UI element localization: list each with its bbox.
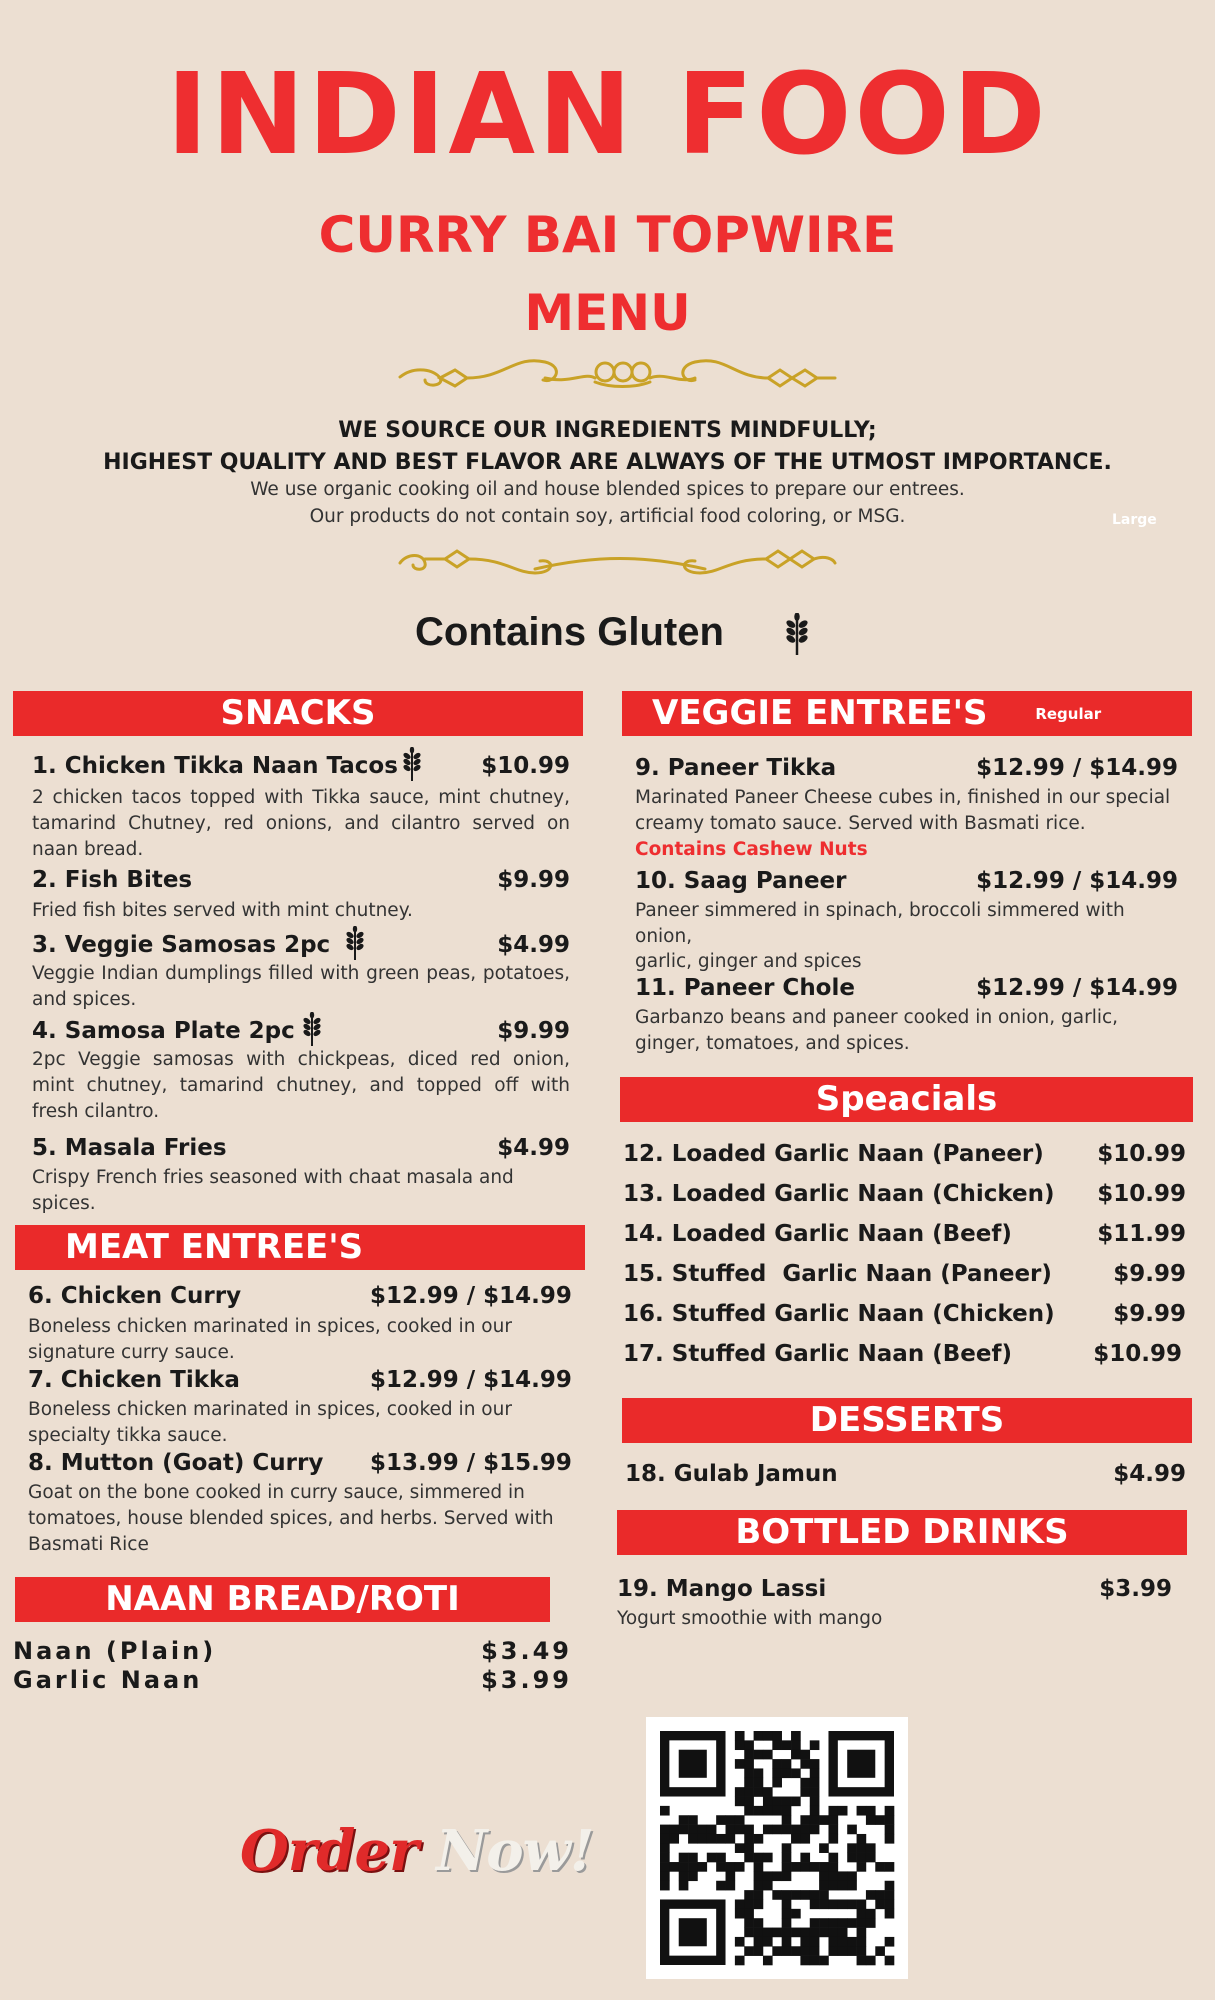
restaurant-title: INDIAN FOOD — [166, 50, 1049, 180]
qr-code-icon[interactable] — [646, 1717, 908, 1979]
gold-flourish-top — [395, 350, 840, 400]
menu-item-description: Boneless chicken marinated in spices, cooked in our specialty tikka sauce. — [28, 1399, 512, 1446]
menu-item-description: Paneer simmered in spinach, broccoli simmered with onion, — [635, 900, 1125, 947]
wheat-icon — [300, 1012, 324, 1046]
menu-item-name: 6. Chicken Curry — [28, 1283, 242, 1309]
tagline-line-2: HIGHEST QUALITY AND BEST FLAVOR ARE ALWAYS OF THE UTMOST IMPORTANCE. — [103, 450, 1112, 475]
tagline-line-1: WE SOURCE OUR INGREDIENTS MINDFULLY; — [338, 418, 877, 443]
menu-item-description: 2 chicken tacos topped with Tikka sauce, mint chutney, tamarind Chutney, red onions, and cilantro served on naan bread. — [32, 787, 570, 860]
special-item-name: 14. Loaded Garlic Naan (Beef) — [623, 1221, 1012, 1247]
menu-item-description: 2pc Veggie samosas with chickpeas, diced red onion, mint chutney, tamarind chutney, and topped off with fresh cilantro. — [32, 1049, 570, 1122]
menu-item-name: 8. Mutton (Goat) Curry — [28, 1450, 324, 1476]
menu-item-price: $10.99 — [481, 753, 570, 779]
wheat-icon — [343, 926, 367, 960]
menu-item-price: $12.99 / $14.99 — [976, 755, 1178, 781]
menu-item-name: 3. Veggie Samosas 2pc — [32, 932, 331, 958]
menu-item-name: 10. Saag Paneer — [635, 868, 847, 894]
note-line-2: Our products do not contain soy, artificial food coloring, or MSG. — [309, 506, 906, 527]
menu-item-description: garlic, ginger and spices — [635, 951, 862, 972]
menu-item-name: 4. Samosa Plate 2pc — [32, 1018, 295, 1044]
meat-entrees-banner: MEAT ENTREE'S — [15, 1225, 585, 1270]
dessert-item-name: 18. Gulab Jamun — [625, 1461, 838, 1487]
snacks-banner: SNACKS — [13, 691, 583, 736]
naan-item-price: $3.99 — [481, 1666, 572, 1694]
menu-item-price: $4.99 — [497, 1135, 570, 1161]
menu-item-price: $12.99 / $14.99 — [976, 868, 1178, 894]
bottled-drinks-banner: BOTTLED DRINKS — [617, 1510, 1187, 1555]
menu-item-description: Garbanzo beans and paneer cooked in onion, garlic, ginger, tomatoes, and spices. — [635, 1007, 1119, 1054]
special-item-name: 15. Stuffed Garlic Naan (Paneer) — [623, 1261, 1052, 1287]
order-word: Order — [240, 1818, 418, 1884]
gluten-legend: Contains Gluten — [415, 610, 724, 654]
now-word: Now! — [436, 1818, 594, 1884]
size-label-large: Large — [1112, 512, 1157, 528]
note-line-1: We use organic cooking oil and house blended spices to prepare our entrees. — [250, 479, 965, 500]
menu-item-price: $9.99 — [497, 1018, 570, 1044]
special-item-name: 17. Stuffed Garlic Naan (Beef) — [623, 1341, 1012, 1367]
veggie-entrees-heading: VEGGIE ENTREE'S — [652, 693, 988, 733]
menu-item-name: 5. Masala Fries — [32, 1135, 227, 1161]
menu-item-description: Yogurt smoothie with mango — [617, 1608, 883, 1629]
special-item-price: $10.99 — [1097, 1181, 1186, 1207]
menu-item-price: $9.99 — [497, 867, 570, 893]
size-label-regular: Regular — [1035, 705, 1102, 723]
menu-item-description: Boneless chicken marinated in spices, cooked in our signature curry sauce. — [28, 1316, 512, 1363]
dessert-item-price: $4.99 — [1113, 1461, 1186, 1487]
special-item-price: $9.99 — [1113, 1261, 1186, 1287]
allergen-warning: Contains Cashew Nuts — [635, 839, 868, 860]
gold-flourish-bottom — [395, 535, 840, 585]
menu-item-description: Goat on the bone cooked in curry sauce, simmered in tomatoes, house blended spices, and herbs. Served with Basmati Rice — [28, 1482, 554, 1555]
special-item-name: 12. Loaded Garlic Naan (Paneer) — [623, 1141, 1044, 1167]
drink-item-price: $3.99 — [1099, 1576, 1172, 1602]
menu-item-description: Crispy French fries seasoned with chaat masala and spices. — [32, 1167, 514, 1214]
veggie-entrees-banner — [622, 691, 1192, 736]
menu-item-name: 1. Chicken Tikka Naan Tacos — [32, 753, 398, 779]
desserts-banner: DESSERTS — [622, 1398, 1192, 1443]
menu-item-description — [635, 785, 1180, 863]
special-item-price: $10.99 — [1093, 1341, 1182, 1367]
menu-item-name: 9. Paneer Tikka — [635, 755, 837, 781]
wheat-icon — [400, 747, 424, 781]
qr-code-graphic — [646, 1717, 908, 1979]
naan-item-name: Naan (Plain) — [13, 1637, 217, 1665]
naan-item-price: $3.49 — [481, 1637, 572, 1665]
menu-item-description: Fried fish bites served with mint chutney. — [32, 900, 413, 921]
wheat-icon — [780, 613, 814, 655]
special-item-name: 16. Stuffed Garlic Naan (Chicken) — [623, 1301, 1055, 1327]
special-item-price: $11.99 — [1097, 1221, 1186, 1247]
menu-item-name: 11. Paneer Chole — [635, 975, 855, 1001]
drink-item-name: 19. Mango Lassi — [617, 1576, 827, 1602]
restaurant-subtitle: CURRY BAI TOPWIRE — [318, 206, 897, 264]
order-now-text[interactable] — [240, 1818, 593, 1884]
menu-item-price: $12.99 / $14.99 — [370, 1367, 572, 1393]
menu-item-price: $12.99 / $14.99 — [976, 975, 1178, 1001]
menu-item-price: $12.99 / $14.99 — [370, 1283, 572, 1309]
special-item-name: 13. Loaded Garlic Naan (Chicken) — [623, 1181, 1055, 1207]
menu-heading: MENU — [524, 284, 691, 342]
menu-item-name: 7. Chicken Tikka — [28, 1367, 240, 1393]
menu-item-price: $13.99 / $15.99 — [370, 1450, 572, 1476]
naan-bread-banner: NAAN BREAD/ROTI — [15, 1577, 550, 1622]
naan-item-name: Garlic Naan — [13, 1666, 203, 1694]
specials-banner: Speacials — [620, 1077, 1193, 1122]
special-item-price: $10.99 — [1097, 1141, 1186, 1167]
menu-item-description: Veggie Indian dumplings filled with green peas, potatoes, and spices. — [32, 963, 570, 1010]
menu-item-description-text: Marinated Paneer Cheese cubes in, finished in our special creamy tomato sauce. Served with Basmati rice. — [635, 787, 1171, 834]
menu-item-price: $4.99 — [497, 932, 570, 958]
special-item-price: $9.99 — [1113, 1301, 1186, 1327]
menu-item-name: 2. Fish Bites — [32, 867, 193, 893]
